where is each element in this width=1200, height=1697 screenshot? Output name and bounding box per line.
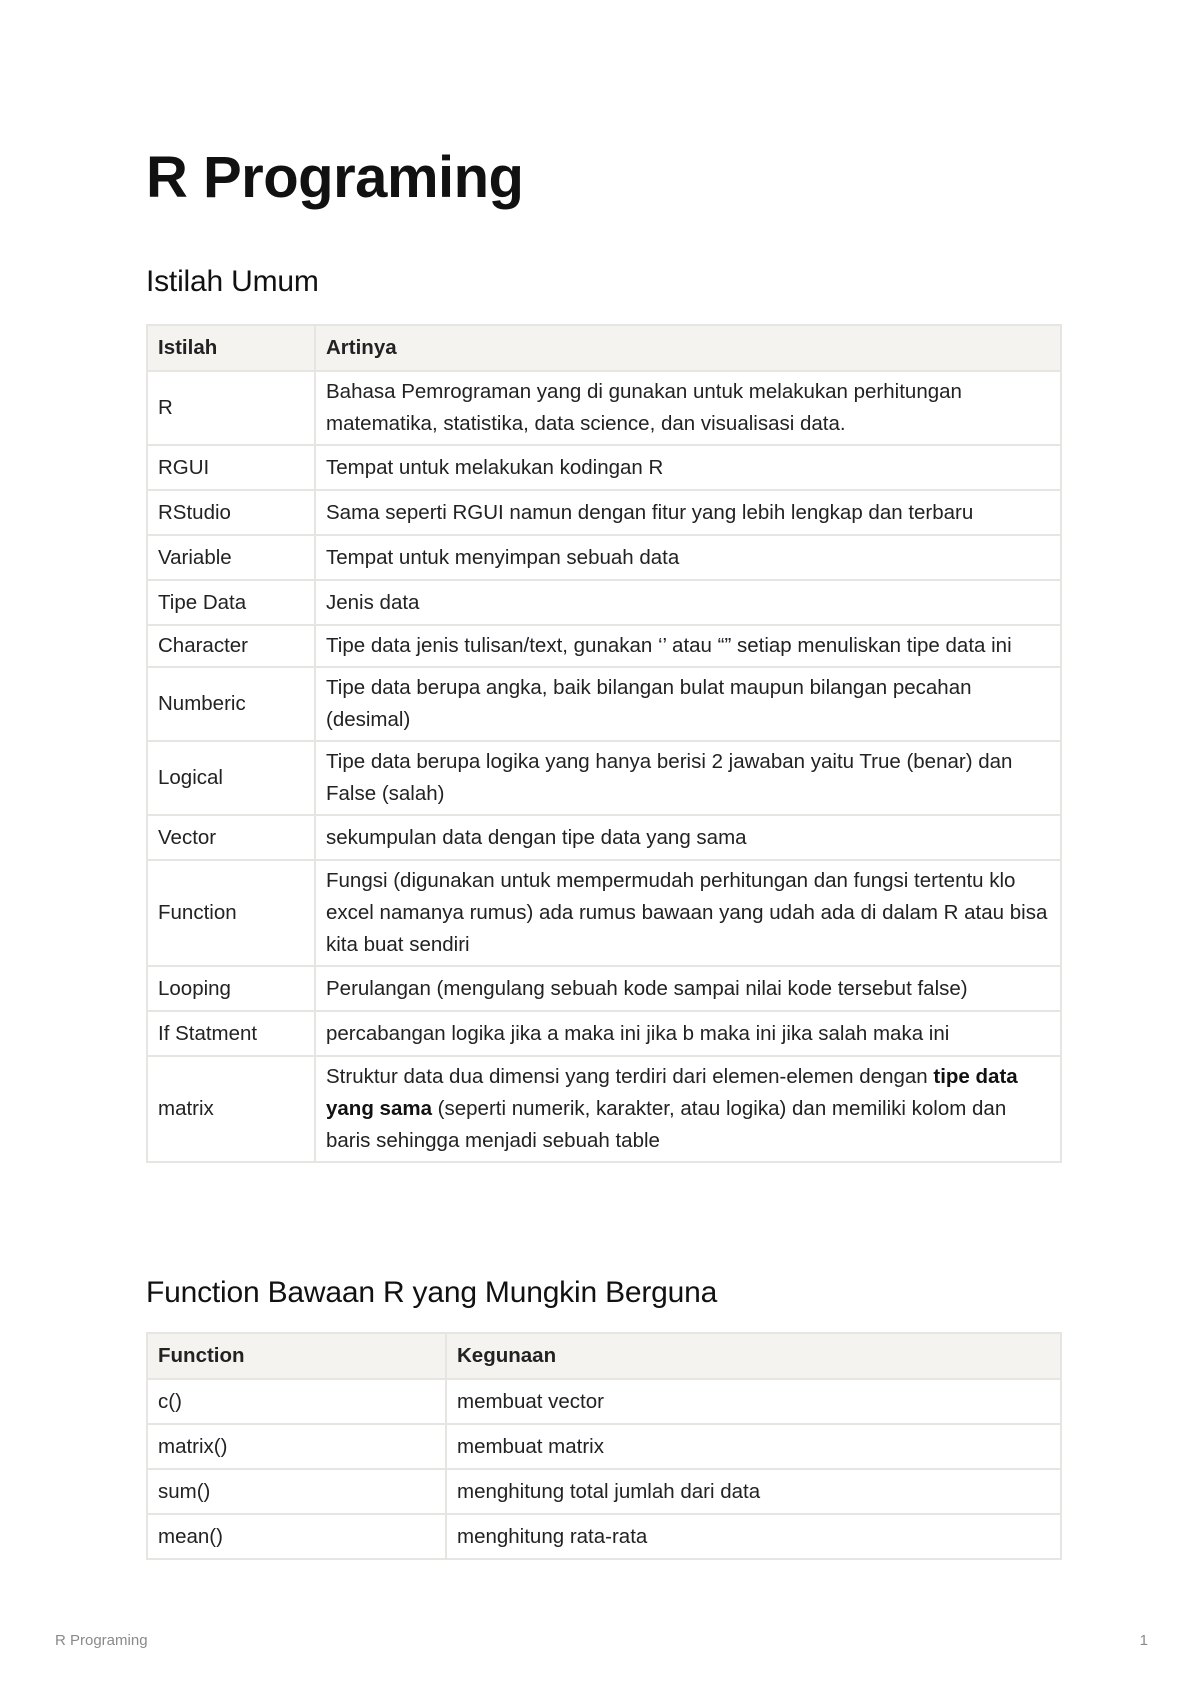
section-heading-function-bawaan: Function Bawaan R yang Mungkin Berguna — [146, 1276, 718, 1309]
table-row — [147, 490, 1061, 535]
column-header-function: Function — [147, 1333, 446, 1379]
meaning-cell: Tempat untuk melakukan kodingan R — [315, 445, 1061, 490]
table-row — [147, 580, 1061, 625]
istilah-table — [146, 324, 1062, 1163]
usage-cell: menghitung rata-rata — [446, 1514, 1061, 1559]
meaning-cell: Tipe data berupa angka, baik bilangan bulat maupun bilangan pecahan (desimal) — [315, 667, 1061, 741]
meaning-text: (seperti numerik, karakter, atau logika) dan memiliki kolom dan baris sehingga menjadi sebuah table — [326, 1097, 1007, 1152]
table-row — [147, 1011, 1061, 1056]
table-row — [147, 815, 1061, 860]
table-header-row — [147, 325, 1061, 371]
usage-cell: membuat matrix — [446, 1424, 1061, 1469]
meaning-cell: Perulangan (mengulang sebuah kode sampai nilai kode tersebut false) — [315, 966, 1061, 1011]
meaning-cell: Tipe data jenis tulisan/text, gunakan ‘’ atau “” setiap menuliskan tipe data ini — [315, 625, 1061, 667]
meaning-cell: Tempat untuk menyimpan sebuah data — [315, 535, 1061, 580]
column-header-istilah: Istilah — [147, 325, 315, 371]
term-cell: matrix — [147, 1056, 315, 1162]
table-row — [147, 1424, 1061, 1469]
table-row — [147, 1379, 1061, 1424]
meaning-bold-text: tipe data yang sama — [326, 1065, 1018, 1120]
table-row — [147, 741, 1061, 815]
function-cell: sum() — [147, 1469, 446, 1514]
meaning-cell: Sama seperti RGUI namun dengan fitur yang lebih lengkap dan terbaru — [315, 490, 1061, 535]
meaning-cell: Bahasa Pemrograman yang di gunakan untuk melakukan perhitungan matematika, statistika, data science, dan visualisasi data. — [315, 371, 1061, 445]
footer-page-number: 1 — [1139, 1632, 1148, 1649]
term-cell: If Statment — [147, 1011, 315, 1056]
term-cell: RStudio — [147, 490, 315, 535]
meaning-cell — [315, 1056, 1061, 1162]
term-cell: Logical — [147, 741, 315, 815]
meaning-cell: Fungsi (digunakan untuk mempermudah perhitungan dan fungsi tertentu klo excel namanya rumus) ada rumus bawaan yang udah ada di dalam R atau bisa kita buat sendiri — [315, 860, 1061, 966]
footer-document-name: R Programing — [55, 1632, 148, 1649]
table-row — [147, 966, 1061, 1011]
table-row — [147, 1469, 1061, 1514]
table-row — [147, 625, 1061, 667]
term-cell: Function — [147, 860, 315, 966]
table-header-row — [147, 1333, 1061, 1379]
table-row — [147, 445, 1061, 490]
usage-cell: menghitung total jumlah dari data — [446, 1469, 1061, 1514]
term-cell: Numberic — [147, 667, 315, 741]
term-cell: Looping — [147, 966, 315, 1011]
table-row — [147, 535, 1061, 580]
table-row — [147, 371, 1061, 445]
table-row — [147, 667, 1061, 741]
term-cell: RGUI — [147, 445, 315, 490]
usage-cell: membuat vector — [446, 1379, 1061, 1424]
table-row — [147, 1514, 1061, 1559]
meaning-cell: Tipe data berupa logika yang hanya berisi 2 jawaban yaitu True (benar) dan False (salah) — [315, 741, 1061, 815]
term-cell: R — [147, 371, 315, 445]
table-row — [147, 1056, 1061, 1162]
function-cell: c() — [147, 1379, 446, 1424]
term-cell: Tipe Data — [147, 580, 315, 625]
column-header-artinya: Artinya — [315, 325, 1061, 371]
meaning-cell: sekumpulan data dengan tipe data yang sama — [315, 815, 1061, 860]
term-cell: Character — [147, 625, 315, 667]
page-title: R Programing — [146, 145, 524, 210]
section-heading-istilah-umum: Istilah Umum — [146, 265, 319, 298]
meaning-text: Struktur data dua dimensi yang terdiri dari elemen-elemen dengan — [326, 1065, 934, 1088]
column-header-kegunaan: Kegunaan — [446, 1333, 1061, 1379]
function-table — [146, 1332, 1062, 1560]
term-cell: Variable — [147, 535, 315, 580]
meaning-cell: percabangan logika jika a maka ini jika b maka ini jika salah maka ini — [315, 1011, 1061, 1056]
term-cell: Vector — [147, 815, 315, 860]
function-cell: mean() — [147, 1514, 446, 1559]
table-row — [147, 860, 1061, 966]
function-cell: matrix() — [147, 1424, 446, 1469]
meaning-cell: Jenis data — [315, 580, 1061, 625]
